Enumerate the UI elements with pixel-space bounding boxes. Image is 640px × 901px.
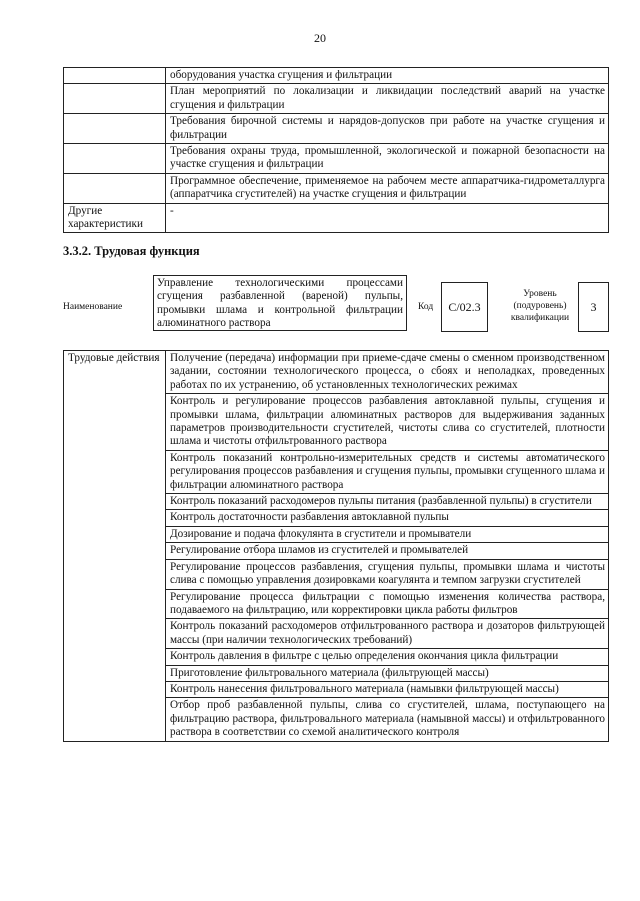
page-number: 20 [314,31,326,45]
row-label: Другие характеристики [64,203,166,233]
action-item: Контроль и регулирование процессов разбавления автоклавной пульпы, сгущения и промывки шлама, фильтрации алюминатных растворов для выдерживания заданных параметров производительности сгустителей, чистоты слива со сгустителей, плотности шлама и чистоты отфильтрованного раствора [166,394,609,451]
qualification-level-label: Уровень (подуровень) квалификации [510,289,570,323]
code-label: Код [418,302,434,312]
action-item: Контроль достаточности разбавления автоклавной пульпы [166,510,609,526]
action-item: Дозирование и подача флокулянта в сгустители и промыватели [166,526,609,542]
actions-label: Трудовые действия [64,351,166,742]
action-item: Контроль показаний контрольно-измерительных средств и системы автоматического регулирования процессов разбавления и сгущения пульпы, промывки сгущенного шлама и фильтрации алюминатного раствора [166,450,609,493]
row-text: Программное обеспечение, применяемое на рабочем месте аппаратчика-гидрометаллурга (аппаратчика сгустителей) на участке сгущения и фильтрации [166,173,609,203]
action-item: Приготовление фильтровального материала (фильтрующей массы) [166,665,609,681]
action-item: Контроль давления в фильтре с целью определения окончания цикла фильтрации [166,649,609,665]
action-item: Контроль показаний расходомеров отфильтрованного раствора и дозаторов фильтрующей массы (при наличии технологических требований) [166,619,609,649]
table-row [64,173,609,203]
row-label [64,114,166,144]
table-row [64,203,609,233]
labor-actions-table [63,350,609,742]
table-row [64,144,609,174]
qualification-level-value: 3 [578,282,609,332]
action-item: Контроль нанесения фильтровального материала (намывки фильтрующей массы) [166,681,609,697]
table-row [64,351,609,394]
function-code-value: C/02.3 [441,282,488,332]
row-label [64,68,166,84]
row-text: оборудования участка сгущения и фильтрации [166,68,609,84]
row-text: - [166,203,609,233]
action-item: Отбор проб разбавленной пульпы, слива со сгустителей, шлама, поступающего на фильтрацию раствора, фильтровального материала (намывной массы) и отфильтрованного раствора в соответствии со схемой аналитического контроля [166,698,609,741]
name-label: Наименование [63,302,123,312]
action-item: Контроль показаний расходомеров пульпы питания (разбавленной пульпы) в сгустители [166,494,609,510]
action-item: Получение (передача) информации при приеме-сдаче смены о сменном производственном задании, состоянии технологического процесса, о сбоях и неполадках, проведенных работах по их устранению, об установленных технологических режимах [166,351,609,394]
function-name-value: Управление технологическими процессами сгущения разбавленной (вареной) пульпы, промывки шлама и контрольной фильтрации алюминатного раствора [153,275,407,331]
action-item: Регулирование процессов разбавления, сгущения пульпы, промывки шлама и чистоты слива с помощью управления дозировками коагулянта и темпом загрузки сгустителей [166,559,609,589]
row-label [64,144,166,174]
table-row [64,68,609,84]
row-text: Требования бирочной системы и нарядов-допусков при работе на участке сгущения и фильтрации [166,114,609,144]
row-text: Требования охраны труда, промышленной, экологической и пожарной безопасности на участке сгущения и фильтрации [166,144,609,174]
row-text: План мероприятий по локализации и ликвидации последствий аварий на участке сгущения и фильтрации [166,84,609,114]
row-label [64,84,166,114]
section-title: 3.3.2. Трудовая функция [63,244,200,258]
action-item: Регулирование отбора шламов из сгустителей и промывателей [166,543,609,559]
action-item: Регулирование процесса фильтрации с помощью изменения количества раствора, подаваемого на фильтрацию, или корректировки цикла работы фильтров [166,589,609,619]
row-label [64,173,166,203]
table-row [64,114,609,144]
table-row [64,84,609,114]
knowledge-table [63,67,609,233]
